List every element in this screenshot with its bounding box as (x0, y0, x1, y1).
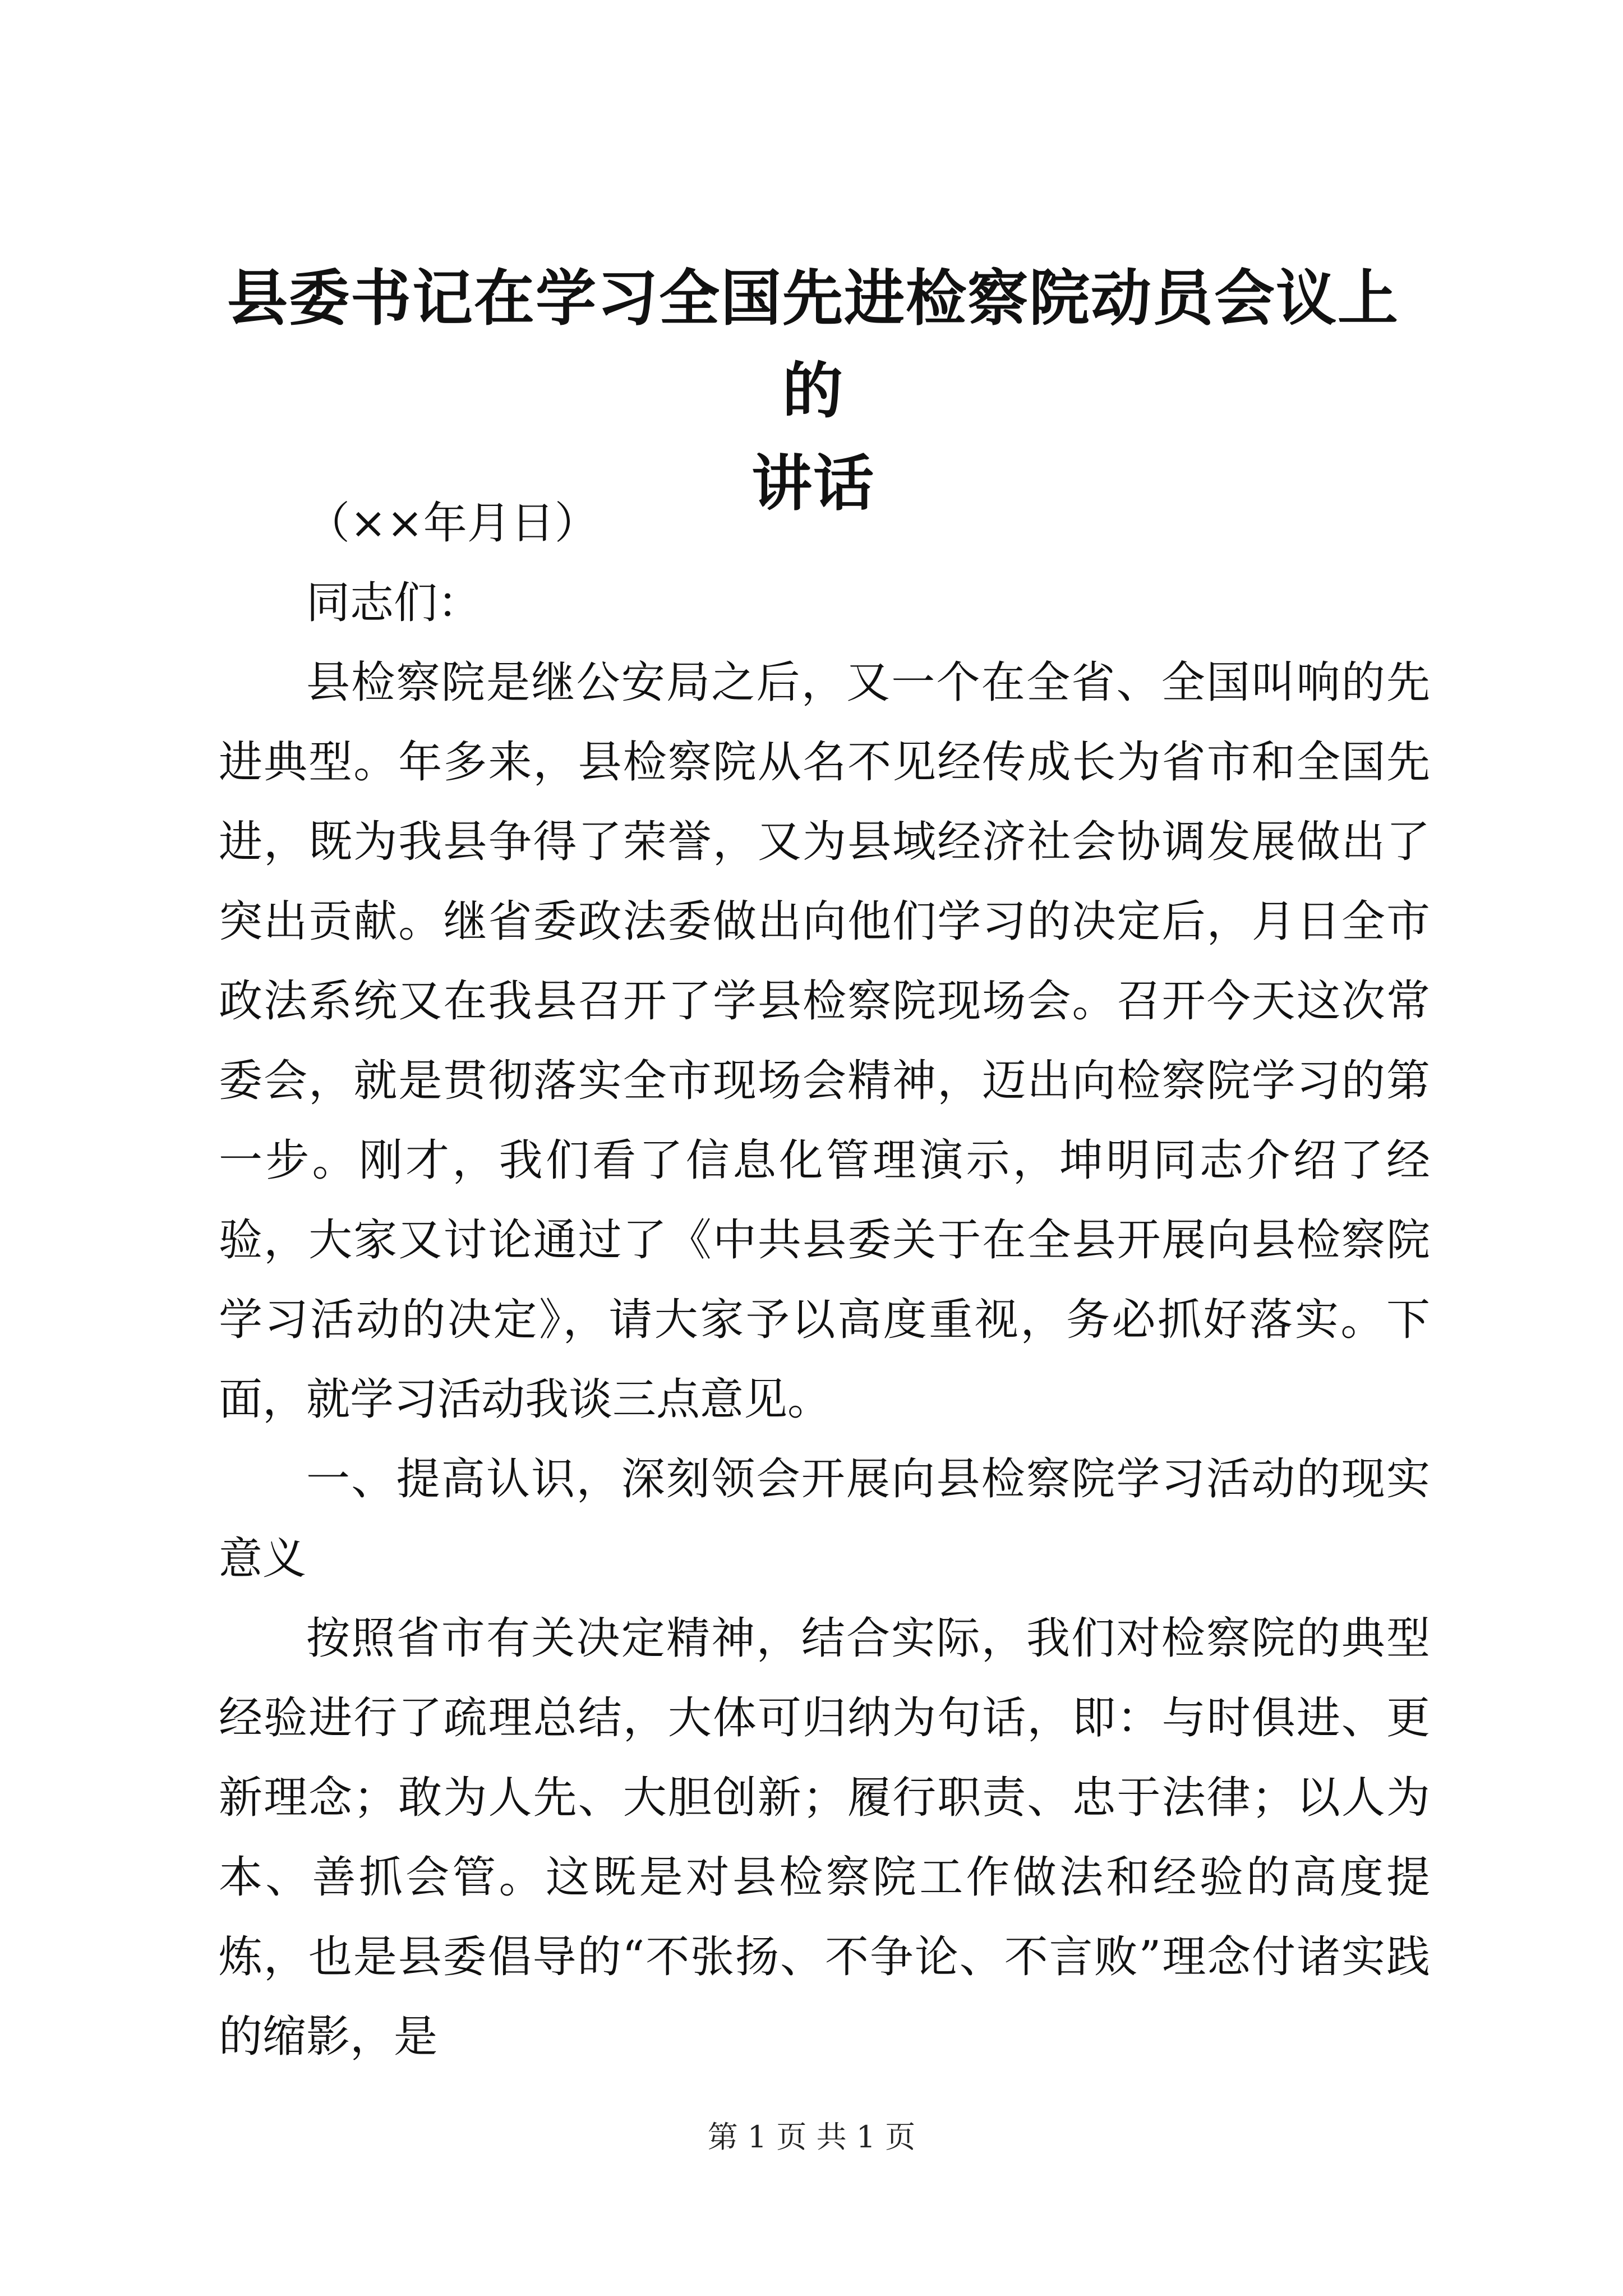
title-line-2: 讲话 (751, 449, 875, 519)
salutation: 同志们： (306, 578, 482, 628)
paragraph-intro: 县检察院是继公安局之后，又一个在全省、全国叫响的先进典型。年多来，县检察院从名不见经传成长为省市和全国先进，既为我县争得了荣誉，又为县域经济社会协调发展做出了突出贡献。继省委政法委做出向他们学习的决定后，月日全市政法系统又在我县召开了学县检察院现场会。召开今天这次常委会，就是贯彻落实全市现场会精神，迈出向检察院学习的第一步。刚才，我们看了信息化管理演示，坤明同志介绍了经验，大家又讨论通过了《中共县委关于在全县开展向县检察院学习活动的决定》，请大家予以高度重视，务必抓好落实。下面，就学习活动我谈三点意见。 (219, 657, 1430, 1425)
paragraph-section-1: 按照省市有关决定精神，结合实际，我们对检察院的典型经验进行了疏理总结，大体可归纳为句话，即：与时俱进、更新理念；敢为人先、大胆创新；履行职责、忠于法律；以人为本、善抓会管。这既是对县检察院工作做法和经验的高度提炼，也是县委倡导的“不张扬、不争论、不言败”理念付诸实践的缩影，是 (219, 1613, 1430, 2062)
title-line-1: 县委书记在学习全国先进检察院动员会议上的 (227, 264, 1399, 426)
section-heading-1: 一、提高认识，深刻领会开展向县检察院学习活动的现实意义 (219, 1454, 1430, 1584)
page-number: 第 1 页 共 1 页 (707, 2119, 916, 2155)
document-body (219, 484, 1430, 2077)
date-line: （××年月日） (306, 498, 598, 549)
